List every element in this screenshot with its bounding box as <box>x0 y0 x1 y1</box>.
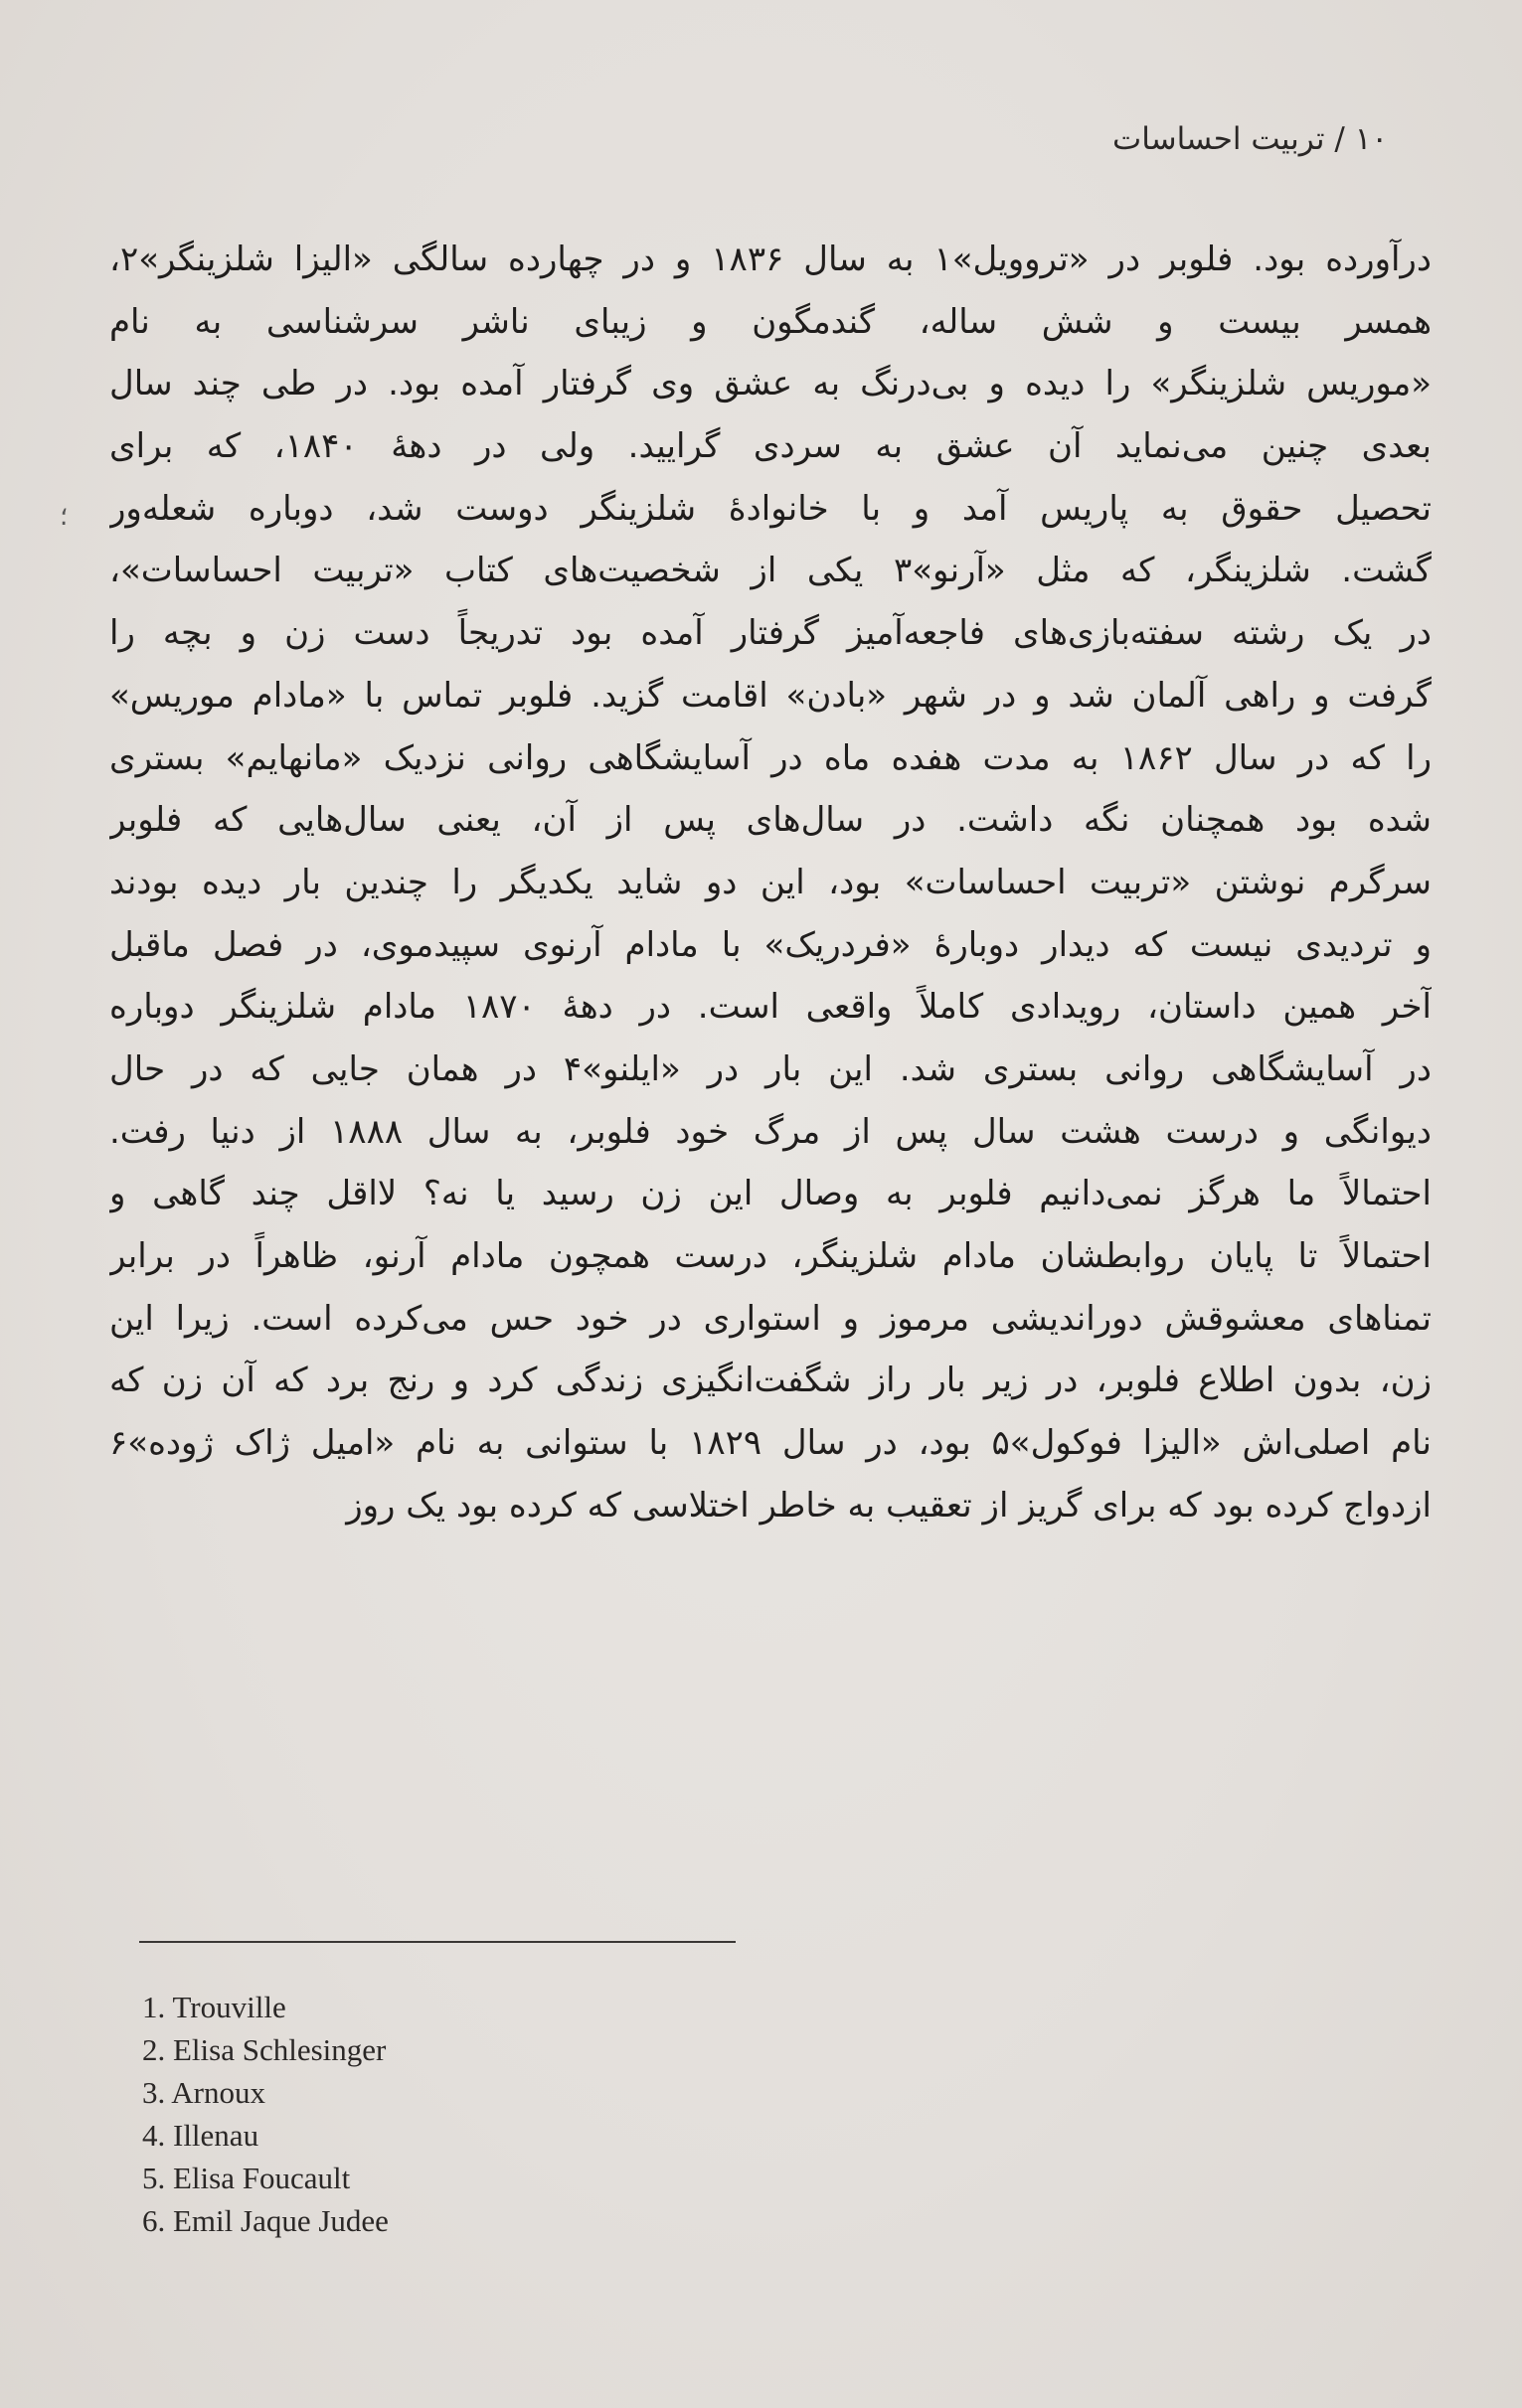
body-line: را که در سال ۱۸۶۲ به مدت هفده ماه در آسایشگاهی روانی نزدیک «مانهایم» بستری <box>109 737 1432 778</box>
body-line: بعدی چنین می‌نماید آن عشق به سردی گرایید. ولی در دههٔ ۱۸۴۰، که برای <box>109 426 1432 467</box>
body-line: در آسایشگاهی روانی بستری شد. این بار در «ایلنو»۴ در همان جایی که در حال <box>109 1048 1432 1089</box>
running-head: ۱۰ / تربیت احساسات <box>1112 121 1388 157</box>
body-line: گرفت و راهی آلمان شد و در شهر «بادن» اقامت گزید. فلوبر تماس با «مادام موریس» <box>109 675 1432 716</box>
body-line: احتمالاً تا پایان روابطشان مادام شلزینگر، درست همچون مادام آرنو، ظاهراً در برابر <box>109 1236 1432 1276</box>
margin-mark: ؛ <box>60 502 69 532</box>
body-line: «موریس شلزینگر» را دیده و بی‌درنگ به عشق وی گرفتار آمده بود. در طی چند سال <box>109 364 1432 404</box>
footnote: 6. Emil Jaque Judee <box>142 2203 389 2238</box>
footnote: 2. Elisa Schlesinger <box>142 2032 387 2067</box>
body-line: تحصیل حقوق به پاریس آمد و با خانوادهٔ شلزینگر دوست شد، دوباره شعله‌ور <box>109 488 1432 529</box>
body-line: شده بود همچنان نگه داشت. در سال‌های پس از آن، یعنی سال‌هایی که فلوبر <box>109 800 1432 841</box>
body-line: و تردیدی نیست که دیدار دوبارهٔ «فردریک» با مادام آرنوی سپیدموی، در فصل ماقبل <box>109 924 1432 965</box>
body-line: سرگرم نوشتن «تربیت احساسات» بود، این دو شاید یکدیگر را چندین بار دیده بودند <box>109 862 1432 902</box>
body-line: در یک رشته سفته‌بازی‌های فاجعه‌آمیز گرفتار آمده بود تدریجاً دست زن و بچه را <box>109 613 1432 654</box>
body-line: دیوانگی و درست هشت سال پس از مرگ خود فلوبر، به سال ۱۸۸۸ از دنیا رفت. <box>109 1111 1432 1152</box>
body-line: گشت. شلزینگر، که مثل «آرنو»۳ یکی از شخصیت‌های کتاب «تربیت احساسات»، <box>109 551 1432 591</box>
body-line: احتمالاً ما هرگز نمی‌دانیم فلوبر به وصال این زن رسید یا نه؟ لااقل چند گاهی و <box>109 1174 1432 1214</box>
footnote: 5. Elisa Foucault <box>142 2161 351 2195</box>
footnote: 4. Illenau <box>142 2118 259 2153</box>
body-line: ازدواج کرده بود که برای گریز از تعقیب به خاطر اختلاسی که کرده بود یک روز <box>346 1485 1432 1525</box>
body-line: تمناهای معشوقش دوراندیشی مرموز و استواری در خود حس می‌کرده است. زیرا این <box>109 1298 1432 1339</box>
body-text <box>109 229 1432 1536</box>
footnotes-list <box>142 1986 389 2242</box>
footnote: 3. Arnoux <box>142 2075 265 2110</box>
body-line: درآورده بود. فلوبر در «تروویل»۱ به سال ۱۸۳۶ و در چهارده سالگی «الیزا شلزینگر»۲، <box>109 240 1432 279</box>
body-line: نام اصلی‌اش «الیزا فوکول»۵ بود، در سال ۱۸۲۹ با ستوانی به نام «امیل ژاک ژوده»۶ <box>109 1423 1432 1464</box>
body-line: آخر همین داستان، رویدادی کاملاً واقعی است. در دههٔ ۱۸۷۰ مادام شلزینگر دوباره <box>109 987 1432 1028</box>
body-line: زن، بدون اطلاع فلوبر، در زیر بار راز شگفت‌انگیزی زندگی کرد و رنج برد که آن زن که <box>109 1361 1432 1401</box>
body-line: همسر بیست و شش ساله، گندمگون و زیبای ناشر سرشناسی به نام <box>109 301 1432 342</box>
footnote: 1. Trouville <box>142 1990 286 2024</box>
footnote-separator <box>139 1941 736 1943</box>
